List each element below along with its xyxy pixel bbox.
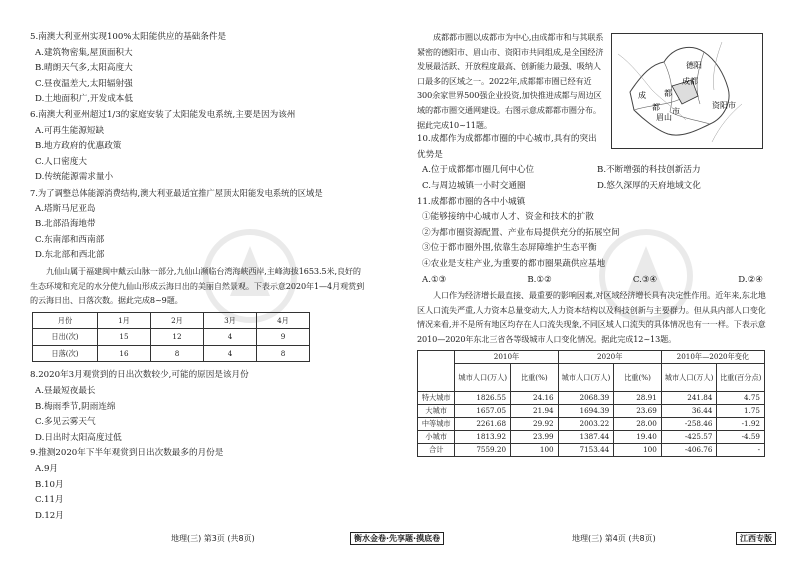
table-cell: 100 (614, 444, 662, 457)
left-page (30, 30, 368, 524)
table-cell: 36.44 (661, 405, 717, 418)
table-cell: 1826.55 (455, 392, 511, 405)
reading-passage: 九仙山属于福建闽中戴云山脉一部分,九仙山濒临台湾海峡西岸,主峰海拔1653.5米,良好的生态环境和充足的水分使九仙山形成云海日出的美丽自然景观。下表示意2020年1—4月观赏到的云海日出、日落次数。据此完成8~9题。 (30, 265, 365, 306)
map-label: 都 (664, 89, 672, 98)
table-cell: 15 (98, 329, 151, 346)
table-cell: 合计 (418, 444, 455, 457)
map-label: 成 (638, 91, 646, 100)
option-d: D.12月 (35, 510, 64, 521)
map-label: 资阳市 (712, 101, 736, 110)
option-b: B.不断增强的科技创新活力 (597, 165, 701, 176)
option-c: C.11月 (35, 495, 64, 506)
table-header-cell: 3月 (204, 312, 257, 329)
statement-4: ④农业是支柱产业,为重要的都市圈果蔬供应基地 (422, 258, 606, 269)
table-cell: 24.16 (511, 392, 559, 405)
series-badge: 衡水金卷·先享题·摸底卷 (350, 532, 444, 545)
table-cell: 1657.05 (455, 405, 511, 418)
observation-table (32, 312, 310, 363)
table-header-cell: 比重(%) (511, 364, 559, 392)
table-header-row (33, 312, 310, 329)
map-label: 市 (672, 107, 680, 116)
table-cell: 19.40 (614, 431, 662, 444)
table-header-cell: 城市人口(万人) (558, 364, 614, 392)
population-table (417, 350, 765, 457)
table-cell: 23.69 (614, 405, 662, 418)
table-cell: 1387.44 (558, 431, 614, 444)
question-11 (417, 195, 767, 289)
statement-3: ③位于都市圈外围,依靠生态屏障维护生态平衡 (422, 243, 597, 254)
table-cell: 日落(次) (33, 345, 98, 362)
table-header-cell (418, 351, 455, 392)
table-cell: 8 (151, 345, 204, 362)
option-a: A.9月 (35, 464, 58, 475)
option-d: D.土地面积广,开发成本低 (35, 94, 133, 105)
choice-a: A.①③ (422, 274, 447, 285)
question-stem: 5.南澳大利亚州实现100%太阳能供应的基础条件是 (30, 32, 227, 42)
map-label: 成都 (682, 77, 698, 86)
option-c: C.多见云雾天气 (35, 417, 96, 428)
option-a: A.位于成都都市圈几何中心位 (422, 165, 535, 176)
table-cell: 9 (257, 329, 310, 346)
option-b: B.梅雨季节,阴雨连绵 (35, 401, 116, 412)
option-a: A.昼最短夜最长 (35, 386, 96, 397)
page-footer-right: 地理(三) 第4页 (共8页) (572, 534, 656, 543)
table-cell: 特大城市 (418, 392, 455, 405)
statement-1: ①能够接纳中心城市人才、资金和技术的扩散 (422, 212, 594, 223)
table-header-cell: 城市人口(万人) (661, 364, 717, 392)
table-cell: -258.46 (661, 418, 717, 431)
table-row (33, 345, 310, 362)
table-cell: 小城市 (418, 431, 455, 444)
map-label: 德阳 (686, 61, 702, 70)
table-cell: - (717, 444, 765, 457)
table-row (418, 418, 765, 431)
choice-c: C.③④ (632, 274, 658, 285)
table-cell: -1.92 (717, 418, 765, 431)
choices-row (417, 273, 767, 289)
table-cell: 29.92 (511, 418, 559, 431)
table-header-cell: 2010年—2020年变化 (661, 351, 764, 364)
table-row (418, 444, 765, 457)
table-cell: 日出(次) (33, 329, 98, 346)
table-cell: 7153.44 (558, 444, 614, 457)
option-d: D.悠久深厚的天府地域文化 (597, 180, 701, 191)
table-cell: 100 (511, 444, 559, 457)
option-a: A.建筑物密集,屋顶面积大 (35, 47, 133, 58)
option-b: B.10月 (35, 479, 64, 490)
option-c: C.人口密度大 (35, 156, 87, 167)
map-label: 眉山 (656, 113, 672, 122)
option-c: C.与周边城镇一小时交通圈 (422, 180, 526, 191)
reading-passage: 成都都市圈以成都市为中心,由成都市和与其联系紧密的德阳市、眉山市、资阳市共同组成,是全国经济发展最活跃、开放程度最高、创新能力最强、吸纳人口最多的区域之一。2022年,成都都市圈已经有近300余家世界500强企业投资,加快推进成都与周边区域的都市圈交通网建设。右图示意成都都市圈分布。据此完成10~11题。 (417, 32, 604, 130)
table-header-cell: 1月 (98, 312, 151, 329)
table-cell: 1694.39 (558, 405, 614, 418)
table-cell: 8 (257, 345, 310, 362)
reading-passage: 人口作为经济增长最直接、最重要的影响因素,对区域经济增长具有决定性作用。近年来,东北地区人口流失严重,人力资本总量变动大,人力资本结构以及科技创新与主要群力。但从具内部人口变化情况来看,并不是所有地区均存在人口流失现象,不同区域人口流失的具体情况也有一一样。下表示意2010—2020年东北三省各等级城市人口变化情况。据此完成12~13题。 (417, 290, 766, 344)
table-cell: 23.99 (511, 431, 559, 444)
question-7 (30, 186, 368, 264)
table-cell: 4 (204, 329, 257, 346)
table-cell: 12 (151, 329, 204, 346)
question-9 (30, 446, 368, 524)
choice-b: B.①② (527, 274, 552, 285)
table-row (33, 329, 310, 346)
table-cell: 1813.92 (455, 431, 511, 444)
table-cell: 241.84 (661, 392, 717, 405)
table-cell: 大城市 (418, 405, 455, 418)
option-c: C.东南部和西南部 (35, 234, 105, 245)
statement-2: ②为都市圈资源配置、产业布局提供充分的拓展空间 (422, 227, 620, 238)
table-row (418, 405, 765, 418)
table-cell: -425.57 (661, 431, 717, 444)
option-d: D.东北部和西北部 (35, 250, 105, 261)
option-a: A.可再生能源短缺 (35, 125, 105, 136)
table-cell: 4.75 (717, 392, 765, 405)
table-header-cell: 2020年 (558, 351, 661, 364)
option-b: B.北部沿海地带 (35, 219, 96, 230)
question-6 (30, 108, 368, 186)
table-row (418, 431, 765, 444)
question-5 (30, 30, 368, 108)
option-d: D.传统能源需求量小 (35, 172, 114, 183)
table-cell: 2068.39 (558, 392, 614, 405)
table-cell: -4.59 (717, 431, 765, 444)
edition-badge: 江西专版 (736, 532, 776, 545)
table-header-cell: 2010年 (455, 351, 558, 364)
options-row (417, 163, 767, 179)
table-cell: 28.00 (614, 418, 662, 431)
question-stem: 9.推测2020年下半年观赏到日出次数最多的月份是 (30, 448, 224, 459)
question-stem: 6.南澳大利亚州超过1/3的家庭安装了太阳能发电系统,主要是因为该州 (30, 109, 296, 120)
metro-area-map (611, 33, 763, 149)
table-cell: 2003.22 (558, 418, 614, 431)
question-stem: 8.2020年3月观赏到的日出次数较少,可能的原因是该月份 (30, 370, 249, 381)
option-c: C.昼夜温差大,太阳辐射强 (35, 78, 133, 89)
option-d: D.日出时太阳高度过低 (35, 432, 122, 443)
table-header-cell: 城市人口(万人) (455, 364, 511, 392)
table-cell: 7559.20 (455, 444, 511, 457)
table-header-cell: 2月 (151, 312, 204, 329)
choice-d: D.②④ (738, 274, 763, 285)
table-cell: -406.76 (661, 444, 717, 457)
table-header-row (418, 364, 765, 392)
question-8 (30, 368, 368, 446)
options-row (417, 179, 767, 195)
table-header-cell: 月份 (33, 312, 98, 329)
table-cell: 2261.68 (455, 418, 511, 431)
table-row (418, 392, 765, 405)
table-cell: 4 (204, 345, 257, 362)
option-b: B.地方政府的优惠政策 (35, 141, 122, 152)
question-stem: 11.成都都市圈的各中小城镇 (417, 196, 526, 207)
question-stem: 7.为了调整总体能源消费结构,澳大利亚最适宜推广屋顶太阳能发电系统的区域是 (30, 187, 323, 198)
table-cell: 1.75 (717, 405, 765, 418)
map-drawing (612, 34, 762, 148)
table-cell: 21.94 (511, 405, 559, 418)
table-header-cell: 比重(%) (614, 364, 662, 392)
option-a: A.塔斯马尼亚岛 (35, 203, 96, 214)
table-cell: 16 (98, 345, 151, 362)
table-header-cell: 比重(百分点) (717, 364, 765, 392)
table-cell: 中等城市 (418, 418, 455, 431)
table-header-row (418, 351, 765, 364)
table-header-cell: 4月 (257, 312, 310, 329)
table-cell: 28.91 (614, 392, 662, 405)
option-b: B.晴朗天气多,太阳高度大 (35, 63, 133, 74)
map-label: 都 (652, 103, 660, 112)
page-footer-left: 地理(三) 第3页 (共8页) (171, 534, 255, 543)
question-stem: 10.成都作为成都都市圈的中心城市,具有的突出优势是 (417, 134, 597, 160)
